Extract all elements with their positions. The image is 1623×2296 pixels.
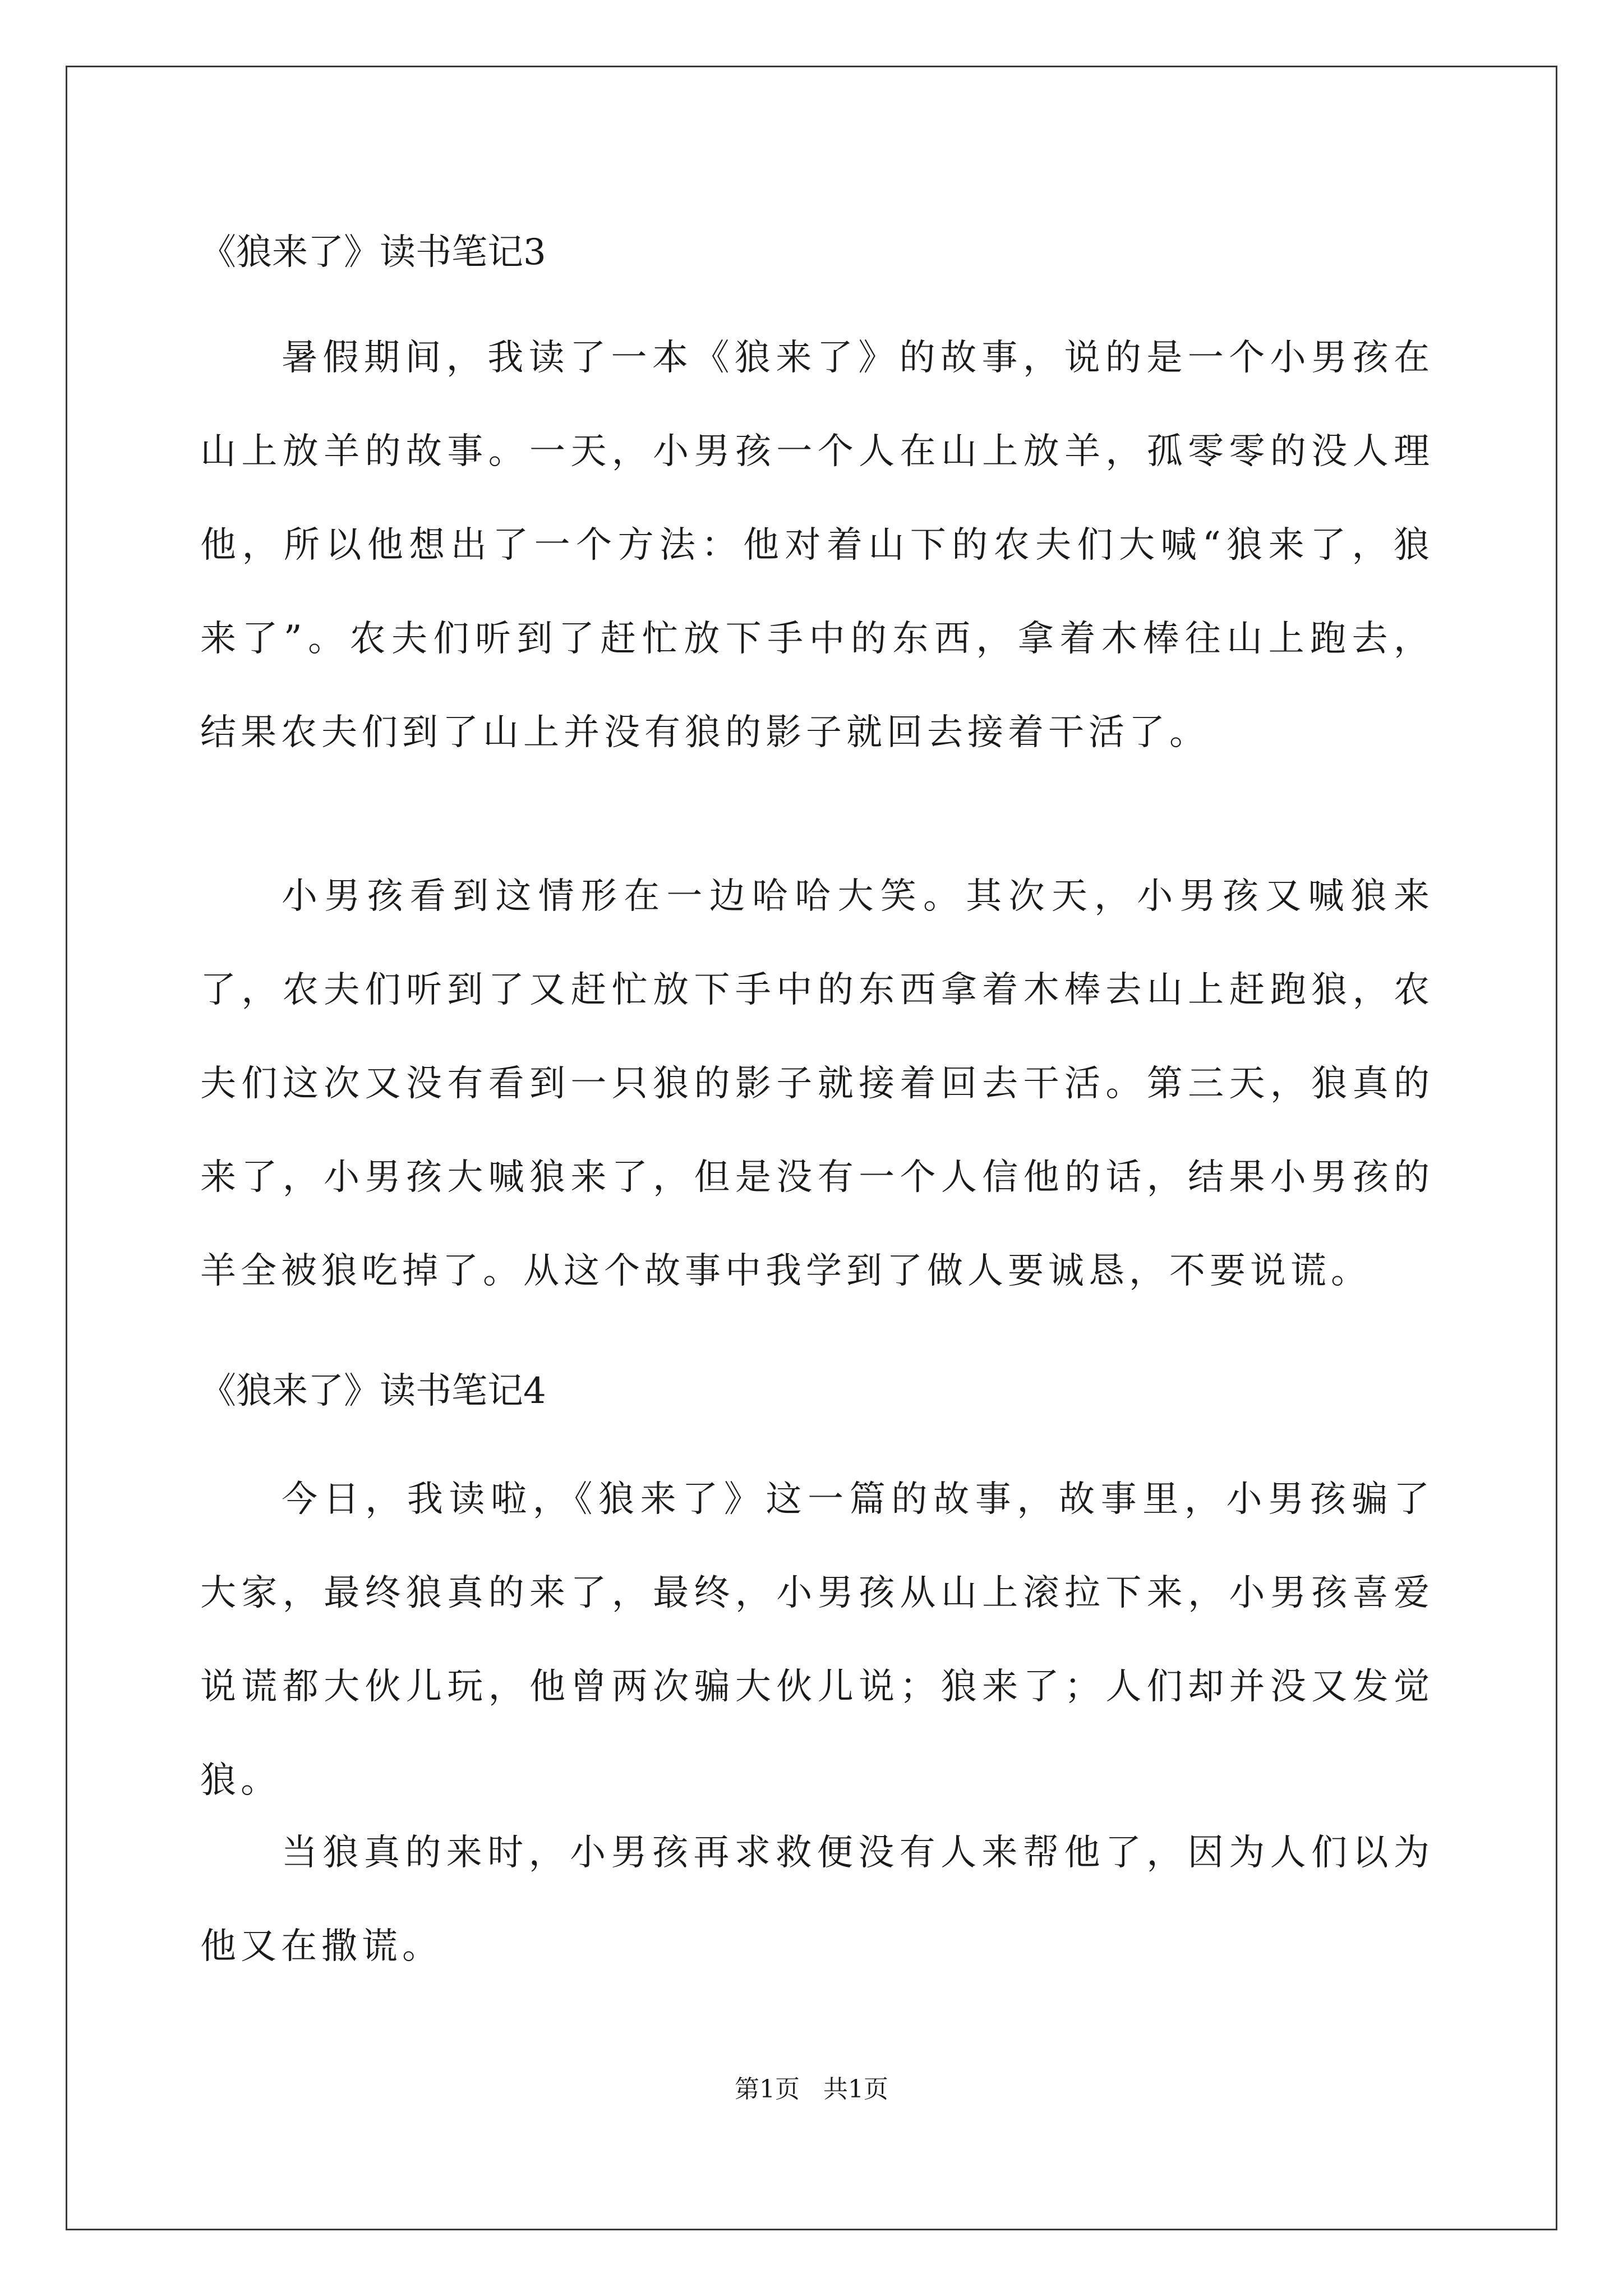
section-4-title: 《狼来了》读书笔记4 bbox=[200, 1370, 546, 1412]
section-3-paragraph-2: 小男孩看到这情形在一边哈哈大笑。其次天，小男孩又喊狼来了，农夫们听到了又赶忙放下手中的东西拿着木棒去山上赶跑狼，农夫们这次又没有看到一只狼的影子就接着回去干活。第三天，狼真的来了，小男孩大喊狼来了，但是没有一个人信他的话，结果小男孩的羊全被狼吃掉了。从这个故事中我学到了做人要诚恳，不要说谎。 bbox=[200, 876, 1434, 1292]
section-4-paragraph-1: 今日，我读啦，《狼来了》这一篇的故事，故事里，小男孩骗了大家，最终狼真的来了，最终，小男孩从山上滚拉下来，小男孩喜爱说谎都大伙儿玩，他曾两次骗大伙儿说；狼来了；人们却并没又发觉狼。 bbox=[200, 1479, 1434, 1801]
page-footer: 第1页 共1页 bbox=[735, 2075, 888, 2104]
section-3-paragraph-1: 暑假期间，我读了一本《狼来了》的故事，说的是一个小男孩在山上放羊的故事。一天，小男孩一个人在山上放羊，孤零零的没人理他，所以他想出了一个方法：他对着山下的农夫们大喊“狼来了，狼来了”。农夫们听到了赶忙放下手中的东西，拿着木棒往山上跑去，结果农夫们到了山上并没有狼的影子就回去接着干活了。 bbox=[200, 337, 1434, 753]
section-4-paragraph-2: 当狼真的来时，小男孩再求救便没有人来帮他了，因为人们以为他又在撒谎。 bbox=[200, 1832, 1434, 1967]
section-3-title: 《狼来了》读书笔记3 bbox=[200, 232, 546, 273]
